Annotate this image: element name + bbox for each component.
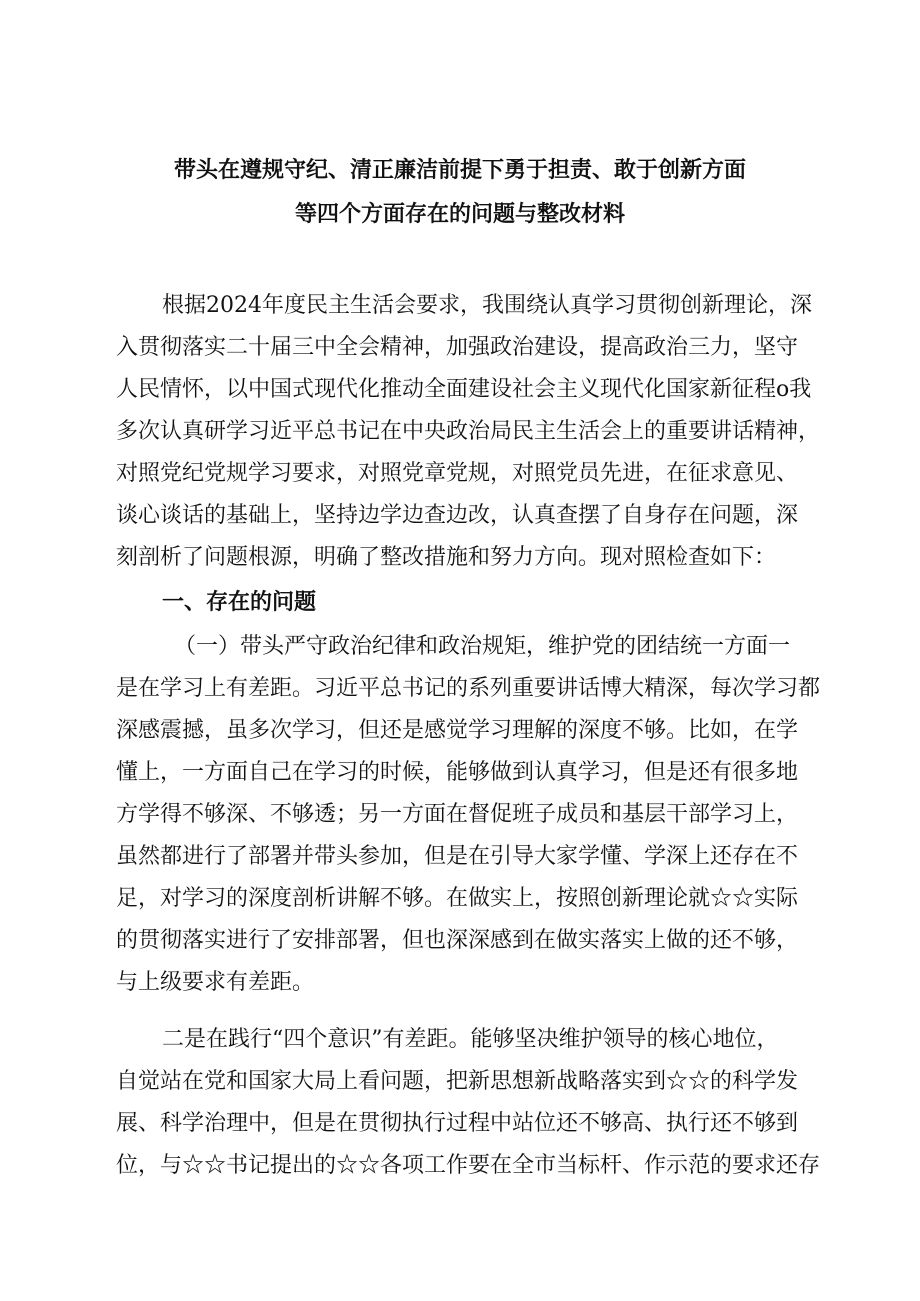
body-line: 人民情怀，以中国式现代化推动全面建设社会主义现代化国家新征程o我 — [116, 377, 812, 402]
section-heading: 一、存在的问题 — [162, 589, 317, 615]
body-line: 虽然都进行了部署并带头参加，但是在引导大家学懂、学深上还存在不 — [116, 844, 799, 869]
body-line: 方学得不够深、不够透；另一方面在督促班子成员和基层干部学习上， — [116, 802, 799, 827]
body-line: 二是在践行“四个意识”有差距。能够坚决维护领导的核心地位， — [162, 1027, 779, 1052]
body-line: 刻剖析了问题根源，明确了整改措施和努力方向。现对照检查如下： — [116, 545, 777, 570]
document-title-line-2: 等四个方面存在的问题与整改材料 — [294, 201, 625, 227]
subsection-line: （一）带头严守政治纪律和政治规矩，维护党的团结统一方面一 — [174, 634, 791, 659]
body-line: 对照党纪党规学习要求，对照党章党规，对照党员先进，在征求意见、 — [116, 461, 799, 486]
body-line: 多次认真研学习近平总书记在中央政治局民主生活会上的重要讲话精神， — [116, 419, 821, 444]
body-line: 懂上，一方面自己在学习的时候，能够做到认真学习，但是还有很多地 — [116, 760, 799, 785]
body-line: 入贯彻落实二十届三中全会精神，加强政治建设，提高政治三力，坚守 — [116, 335, 799, 360]
body-line: 深感震撼，虽多次学习，但还是感觉学习理解的深度不够。比如，在学 — [116, 718, 799, 743]
body-line: 的贯彻落实进行了安排部署，但也深深感到在做实落实上做的还不够， — [116, 928, 799, 953]
body-line: 与上级要求有差距。 — [116, 970, 315, 995]
document-title-line-1: 带头在遵规守纪、清正廉洁前提下勇于担责、敢于创新方面 — [173, 157, 746, 183]
body-line: 位，与☆☆书记提出的☆☆各项工作要在全市当标杆、作示范的要求还存 — [116, 1153, 821, 1178]
body-line: 是在学习上有差距。习近平总书记的系列重要讲话博大精深，每次学习都 — [116, 676, 821, 701]
body-line: 展、科学治理中，但是在贯彻执行过程中站位还不够高、执行还不够到 — [116, 1111, 799, 1136]
body-line: 谈心谈话的基础上，坚持边学边查边改，认真查摆了自身存在问题，深 — [116, 503, 799, 528]
body-line: 根据2024年度民主生活会要求，我围绕认真学习贯彻创新理论，深 — [162, 293, 812, 318]
body-line: 自觉站在党和国家大局上看问题，把新思想新战略落实到☆☆的科学发 — [116, 1069, 799, 1094]
body-line: 足，对学习的深度剖析讲解不够。在做实上，按照创新理论就☆☆实际 — [116, 886, 799, 911]
